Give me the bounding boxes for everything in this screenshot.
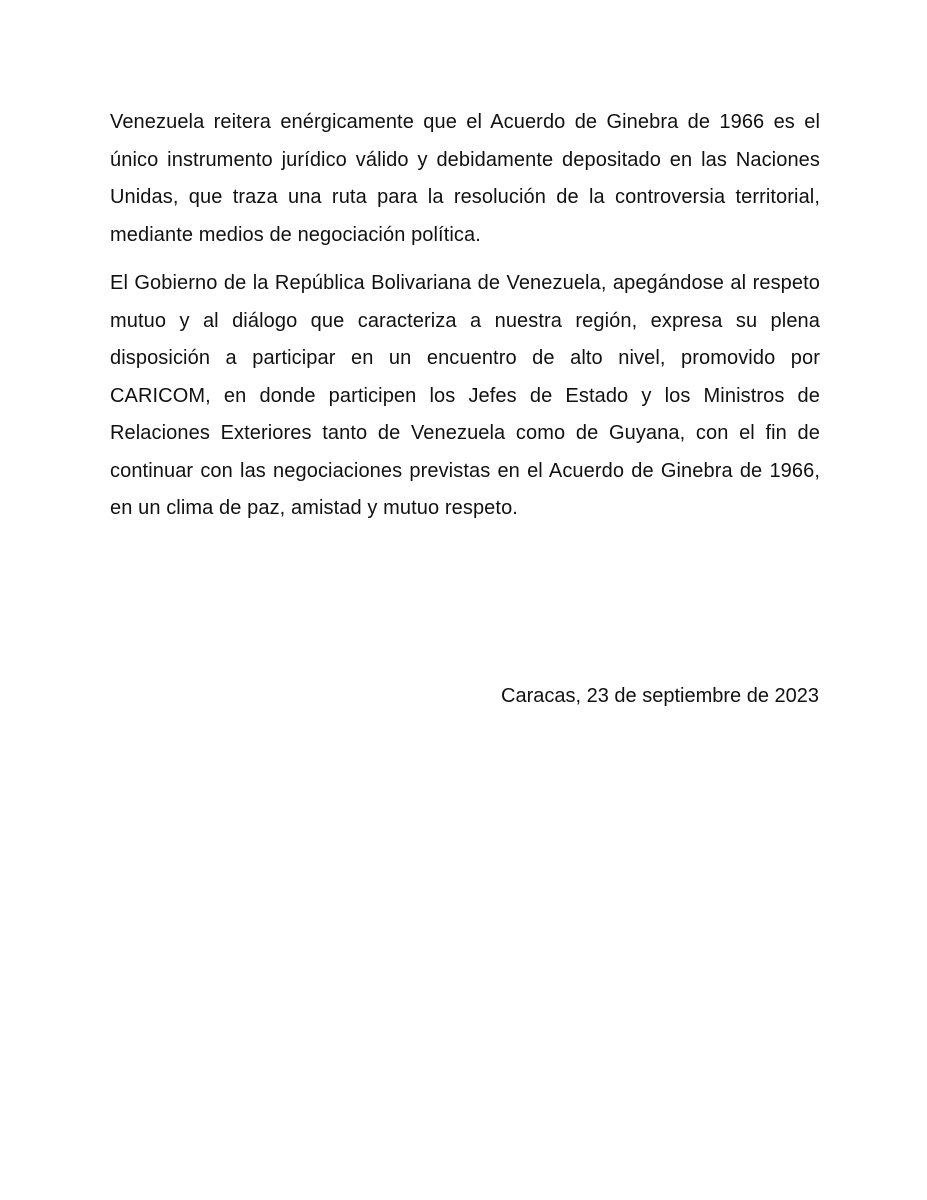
paragraph-geneva-agreement: Venezuela reitera enérgicamente que el Acuerdo de Ginebra de 1966 es el único instrumento jurídico válido y debidamente depositado en las Naciones Unidas, que traza una ruta para la resolución de la controversia territorial, mediante medios de negociación política. xyxy=(110,111,820,246)
place-and-date: Caracas, 23 de septiembre de 2023 xyxy=(501,685,819,707)
paragraph-government-disposition: El Gobierno de la República Bolivariana de Venezuela, apegándose al respeto mutuo y al diálogo que caracteriza a nuestra región, expresa su plena disposición a participar en un encuentro de alto nivel, promovido por CARICOM, en donde participen los Jefes de Estado y los Ministros de Relaciones Exteriores tanto de Venezuela como de Guyana, con el fin de continuar con las negociaciones previstas en el Acuerdo de Ginebra de 1966, en un clima de paz, amistad y mutuo respeto. xyxy=(110,272,820,519)
